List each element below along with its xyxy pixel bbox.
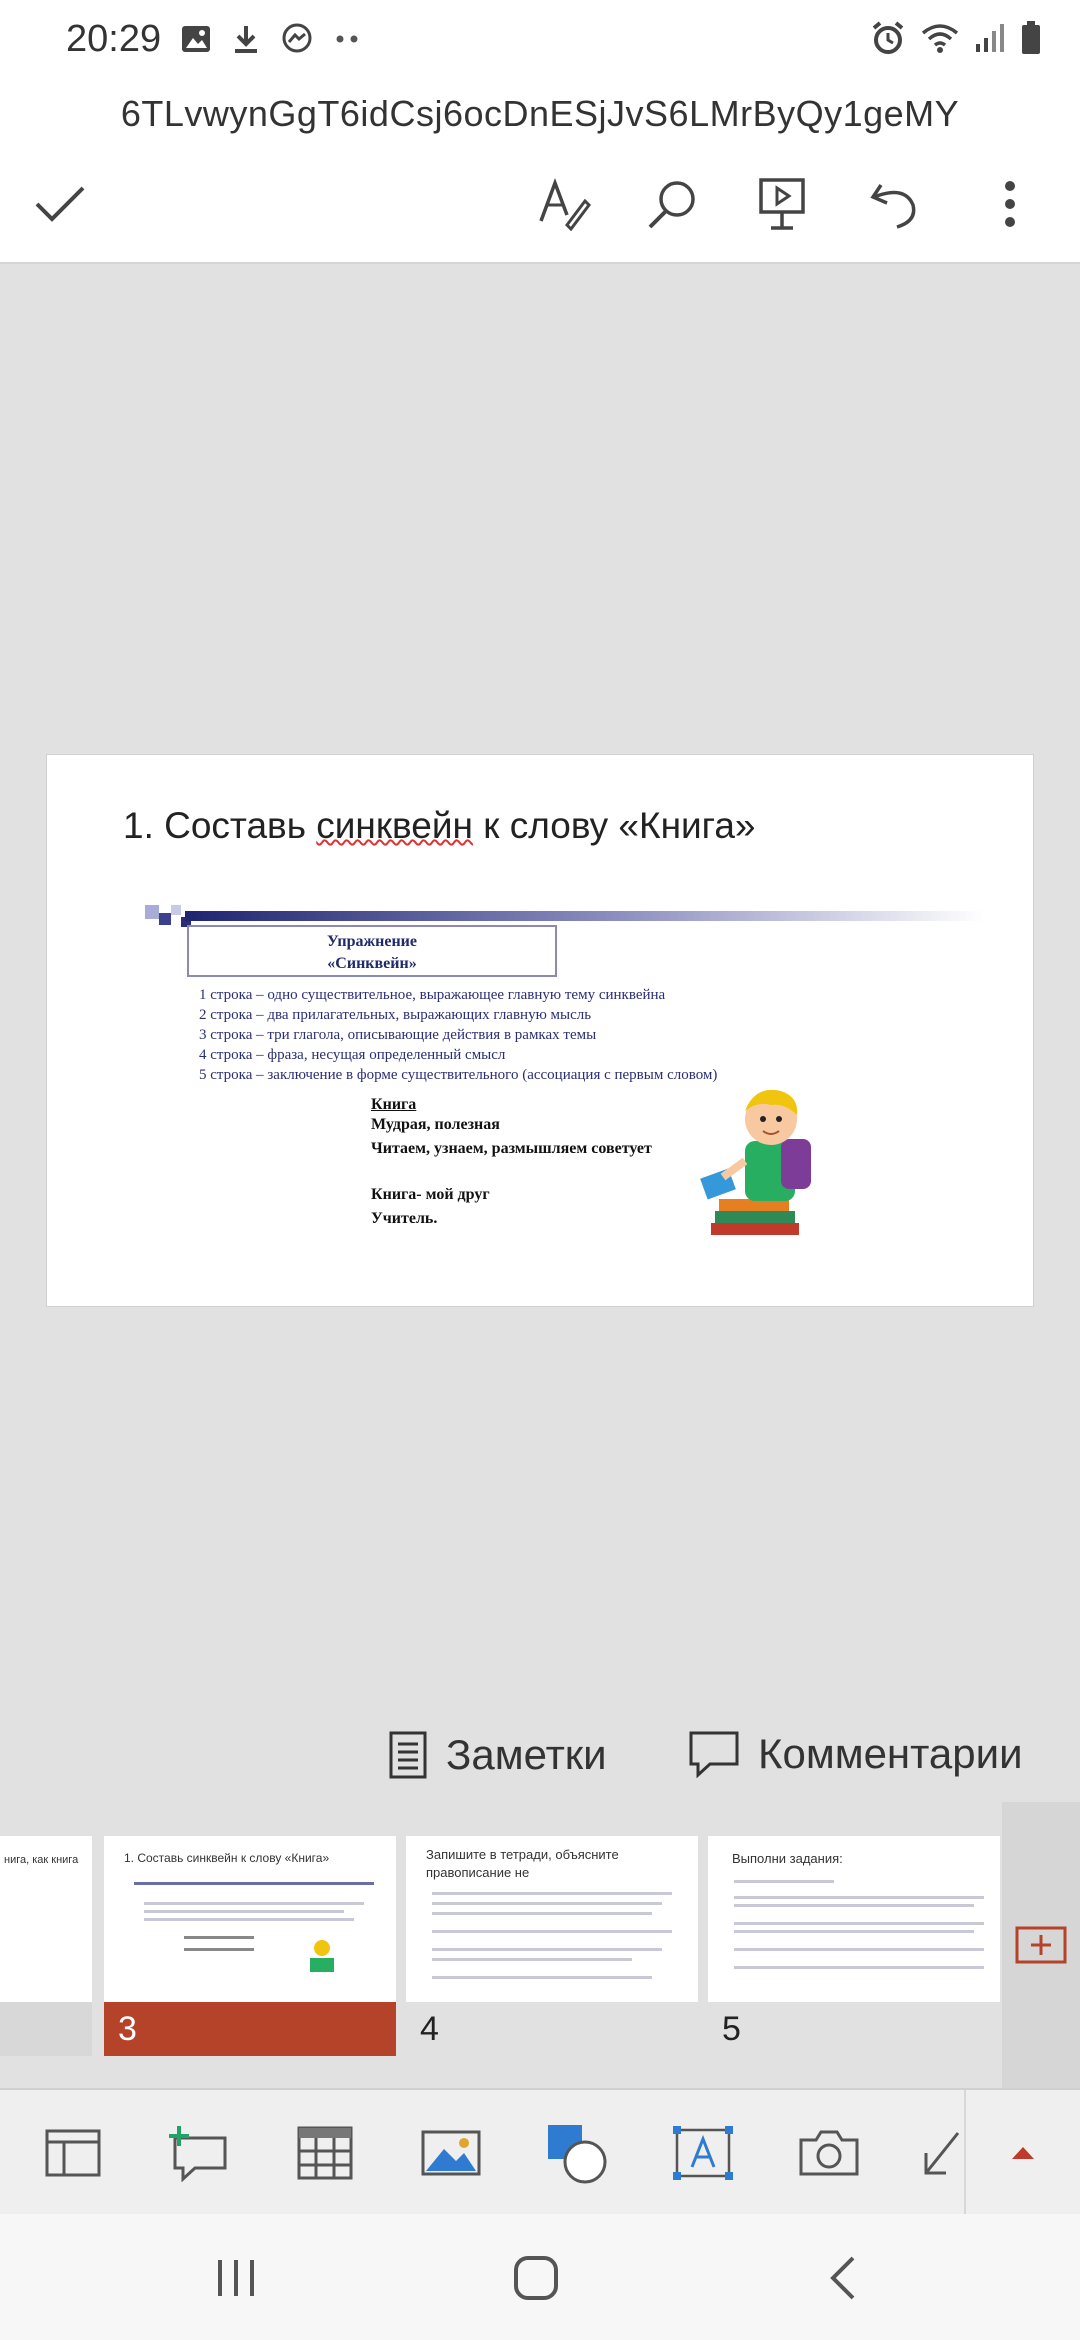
thumb-line bbox=[432, 1930, 672, 1933]
thumb-line bbox=[734, 1880, 834, 1883]
table-icon bbox=[296, 2125, 354, 2181]
triangle-up-icon bbox=[1010, 2145, 1036, 2161]
search-icon bbox=[645, 177, 699, 231]
comments-label: Комментарии bbox=[758, 1730, 1023, 1777]
partial-arrow-icon bbox=[918, 2123, 962, 2183]
slide-picture[interactable] bbox=[145, 903, 985, 1248]
exercise-title-box bbox=[187, 925, 557, 977]
partial-thumbnail-text: нига, как книга bbox=[4, 1854, 79, 1866]
thumb-line bbox=[734, 1966, 984, 1969]
messenger-icon bbox=[280, 22, 314, 56]
system-nav-bar bbox=[0, 2214, 1080, 2340]
shapes-icon bbox=[545, 2122, 609, 2184]
comments-button[interactable] bbox=[688, 1730, 1023, 1778]
document-title-bar bbox=[0, 84, 1080, 144]
expand-toolbar-button[interactable] bbox=[964, 2090, 1080, 2216]
rule-line: 5 строка – заключение в форме существительного (ассоциация с первым словом) bbox=[199, 1067, 718, 1083]
text-box-button[interactable] bbox=[670, 2120, 736, 2186]
presentation-icon bbox=[755, 176, 809, 232]
slide-thumbnails bbox=[0, 1802, 1080, 2088]
thumb-line bbox=[134, 1882, 374, 1885]
signal-icon bbox=[974, 22, 1006, 54]
home-icon bbox=[512, 2254, 560, 2302]
thumb-line bbox=[734, 1930, 974, 1933]
layout-button[interactable] bbox=[40, 2120, 106, 2186]
text-box-icon bbox=[672, 2125, 734, 2181]
answer-line: Читаем, узнаем, размышляем советует bbox=[371, 1140, 652, 1157]
more-options-button[interactable] bbox=[980, 174, 1040, 234]
battery-icon bbox=[1020, 20, 1042, 56]
thumbnail-title: 1. Составь синквейн к слову «Книга» bbox=[124, 1851, 330, 1865]
slide-heading[interactable] bbox=[123, 805, 756, 847]
more-notifications-icon bbox=[334, 34, 360, 44]
thumbnail-number[interactable]: 4 bbox=[420, 2010, 439, 2048]
notes-label: Заметки bbox=[446, 1731, 607, 1778]
thumb-line bbox=[734, 1896, 984, 1899]
text-format-button[interactable] bbox=[534, 174, 594, 234]
rule-line: 3 строка – три глагола, описывающие действия в рамках темы bbox=[199, 1027, 597, 1043]
top-toolbar bbox=[0, 144, 1080, 264]
camera-icon bbox=[798, 2128, 860, 2178]
more-vertical-icon bbox=[1003, 180, 1017, 228]
heading-prefix: 1. Составь bbox=[123, 805, 317, 846]
shapes-button[interactable] bbox=[544, 2120, 610, 2186]
document-title: 6TLvwynGgT6idCsj6ocDnESjJvS6LMrByQy1geMY bbox=[120, 93, 960, 134]
thumb-line bbox=[144, 1902, 364, 1905]
thumb-line bbox=[734, 1948, 984, 1951]
thumb-line bbox=[432, 1958, 632, 1961]
camera-button[interactable] bbox=[796, 2120, 862, 2186]
notes-comments-bar bbox=[0, 1718, 1080, 1798]
wifi-icon bbox=[920, 21, 960, 55]
notification-icons bbox=[180, 22, 360, 56]
thumb-line bbox=[144, 1910, 344, 1913]
recent-apps-button[interactable] bbox=[206, 2248, 266, 2308]
answer-line: Учитель. bbox=[371, 1210, 438, 1227]
thumb-illustration bbox=[300, 1936, 340, 1976]
exercise-title-line-1: Упражнение bbox=[326, 933, 417, 950]
thumbnail-slide-5[interactable] bbox=[708, 1836, 1000, 2002]
rule-line: 4 строка – фраза, несущая определенный смысл bbox=[199, 1047, 506, 1063]
notes-button[interactable] bbox=[388, 1730, 607, 1780]
insert-toolbar bbox=[0, 2088, 1080, 2214]
more-insert-partial[interactable] bbox=[918, 2120, 962, 2186]
thumbnail-number-active[interactable]: 3 bbox=[104, 2002, 396, 2056]
thumb-line bbox=[734, 1922, 984, 1925]
thumb-line bbox=[432, 1948, 662, 1951]
answer-line: Книга bbox=[371, 1096, 417, 1113]
undo-button[interactable] bbox=[864, 174, 924, 234]
answer-line: Мудрая, полезная bbox=[371, 1116, 500, 1133]
thumbnail-number[interactable]: 5 bbox=[722, 2010, 741, 2048]
heading-suffix: к слову «Книга» bbox=[472, 805, 756, 846]
status-bar bbox=[0, 0, 1080, 84]
answer-line: Книга- мой друг bbox=[371, 1186, 490, 1203]
gallery-icon bbox=[180, 24, 212, 54]
back-button[interactable] bbox=[812, 2248, 872, 2308]
rule-line: 2 строка – два прилагательных, выражающих главную мысль bbox=[199, 1007, 592, 1023]
undo-icon bbox=[867, 177, 921, 231]
thumbnail-title: Выполни задания: bbox=[732, 1851, 843, 1866]
notes-icon bbox=[388, 1730, 428, 1780]
comment-icon bbox=[688, 1730, 740, 1778]
thumb-line bbox=[432, 1912, 652, 1915]
check-icon bbox=[34, 184, 86, 224]
thumb-line bbox=[184, 1948, 254, 1951]
heading-misspelled-word: синквейн bbox=[316, 805, 473, 846]
table-button[interactable] bbox=[292, 2120, 358, 2186]
thumb-line bbox=[144, 1918, 354, 1921]
system-icons bbox=[870, 20, 1042, 56]
thumbnail-title: Запишите в тетради, объясните правописание не bbox=[426, 1847, 619, 1880]
thumb-line bbox=[432, 1976, 652, 1979]
download-icon bbox=[232, 23, 260, 55]
alarm-icon bbox=[870, 20, 906, 56]
boy-with-books-illustration bbox=[685, 1081, 855, 1241]
exercise-title-line-2: «Синквейн» bbox=[327, 955, 417, 972]
thumbnail-slide-4[interactable] bbox=[406, 1836, 698, 2002]
new-comment-button[interactable] bbox=[164, 2120, 230, 2186]
status-time: 20:29 bbox=[66, 18, 162, 60]
recent-apps-icon bbox=[214, 2258, 258, 2298]
thumbnail-partial-footer bbox=[0, 2002, 92, 2056]
thumbnail-partial[interactable] bbox=[0, 1836, 92, 2002]
done-button[interactable] bbox=[30, 174, 90, 234]
layout-icon bbox=[44, 2128, 102, 2178]
back-icon bbox=[827, 2255, 857, 2301]
add-comment-icon bbox=[165, 2124, 229, 2182]
search-button[interactable] bbox=[642, 174, 702, 234]
picture-button[interactable] bbox=[418, 2120, 484, 2186]
text-pen-icon bbox=[537, 177, 591, 231]
thumb-line bbox=[432, 1902, 662, 1905]
rule-line: 1 строка – одно существительное, выражающее главную тему синквейна bbox=[199, 987, 666, 1003]
add-slide-button[interactable] bbox=[1002, 1802, 1080, 2088]
image-icon bbox=[420, 2129, 482, 2177]
thumb-line bbox=[432, 1892, 672, 1895]
add-slide-icon bbox=[1014, 1925, 1068, 1965]
slide-canvas[interactable] bbox=[46, 754, 1034, 1307]
thumb-line bbox=[734, 1904, 974, 1907]
home-button[interactable] bbox=[506, 2248, 566, 2308]
present-button[interactable] bbox=[752, 174, 812, 234]
thumbnail-slide-3[interactable] bbox=[104, 1836, 396, 2002]
thumb-line bbox=[184, 1936, 254, 1939]
